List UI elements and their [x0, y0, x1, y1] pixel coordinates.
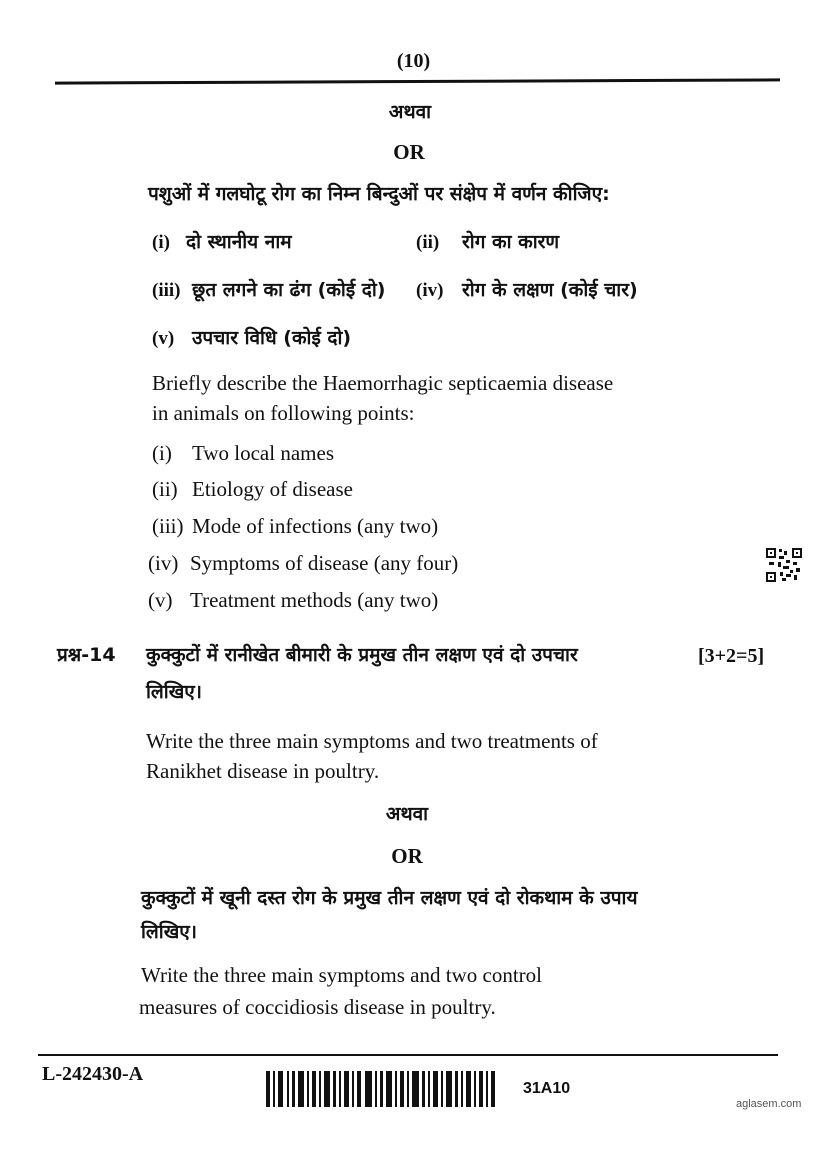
or-heading: OR: [393, 140, 425, 164]
point-number: (ii): [416, 232, 440, 253]
paper-code: L-242430-A: [42, 1063, 144, 1085]
english-point-ii: [152, 477, 353, 502]
q14-alt-hindi-line-2: लिखिए।: [141, 921, 197, 943]
q14-hindi-line-2: लिखिए।: [146, 681, 202, 703]
point-text: Two local names: [192, 441, 334, 465]
point-number: (v): [152, 328, 175, 349]
hindi-point-v: [152, 324, 351, 350]
point-number: (iii): [152, 280, 181, 301]
qr-code-icon: [766, 548, 802, 582]
point-text: Mode of infections (any two): [192, 514, 439, 538]
hindi-or-heading-2: अथवा: [385, 803, 429, 825]
hindi-or-heading: अथवा: [388, 101, 432, 123]
point-text: रोग के लक्षण (कोई चार): [462, 279, 638, 301]
point-text: उपचार विधि (कोई दो): [192, 327, 352, 349]
point-text: छूत लगने का ढंग (कोई दो): [192, 279, 386, 301]
english-point-iii: [152, 514, 438, 539]
point-number: (v): [148, 588, 173, 612]
hindi-point-iii: [152, 276, 385, 302]
english-point-iv: [148, 551, 458, 576]
hindi-point-ii: [416, 228, 559, 254]
q14-alt-english-line-2: measures of coccidiosis disease in poultry.: [139, 995, 496, 1019]
header-rule: [55, 78, 780, 84]
point-number: (ii): [152, 477, 178, 501]
english-question-line-1: Briefly describe the Haemorrhagic septicaemia disease: [152, 371, 614, 395]
q14-english-line-2: Ranikhet disease in poultry.: [146, 759, 380, 783]
point-number: (iv): [148, 551, 179, 575]
point-number: (i): [152, 232, 170, 253]
watermark: aglasem.com: [736, 1098, 802, 1110]
footer-rule: [38, 1054, 778, 1056]
english-point-v: [148, 588, 438, 613]
point-number: (i): [152, 441, 172, 465]
hindi-point-iv: [416, 276, 638, 302]
page-number: (10): [396, 50, 431, 72]
point-text: रोग का कारण: [462, 231, 560, 253]
q14-alt-english-line-1: Write the three main symptoms and two control: [141, 963, 542, 987]
q14-hindi-line-1: कुक्कुटों में रानीखेत बीमारी के प्रमुख तीन लक्षण एवं दो उपचार: [146, 644, 578, 666]
point-text: Symptoms of disease (any four): [190, 551, 459, 575]
english-point-i: [152, 441, 334, 466]
barcode-icon: [266, 1071, 496, 1107]
q14-english-line-1: Write the three main symptoms and two treatments of: [146, 729, 598, 753]
english-question-line-2: in animals on following points:: [152, 401, 415, 425]
or-heading-2: OR: [391, 844, 423, 868]
q14-alt-hindi-line-1: कुक्कुटों में खूनी दस्त रोग के प्रमुख तीन लक्षण एवं दो रोकथाम के उपाय: [141, 887, 638, 909]
point-text: Etiology of disease: [192, 477, 353, 501]
point-text: Treatment methods (any two): [190, 588, 439, 612]
point-number: (iii): [152, 514, 184, 538]
point-text: दो स्थानीय नाम: [186, 231, 292, 253]
hindi-point-i: [152, 228, 292, 254]
barcode-number: 31A10: [523, 1080, 571, 1097]
point-number: (iv): [416, 280, 444, 301]
marks-label: [3+2=5]: [698, 645, 765, 667]
hindi-question-text: पशुओं में गलघोटू रोग का निम्न बिन्दुओं पर संक्षेप में वर्णन कीजिए:: [148, 183, 610, 205]
question-number: प्रश्न-14: [57, 644, 116, 666]
